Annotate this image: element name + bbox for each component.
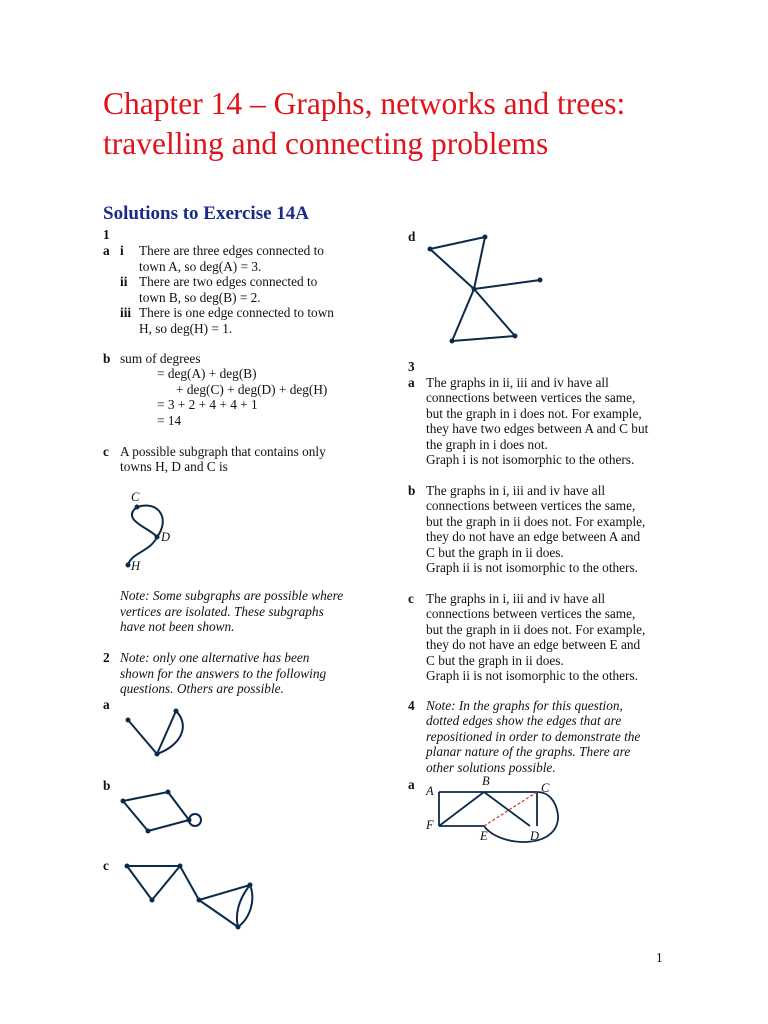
q1c-vertex-c-label: C: [131, 490, 140, 504]
q1-part-d-label: d: [408, 229, 416, 244]
q1c-line1: A possible subgraph that contains only: [120, 444, 326, 459]
q4-note-line: Note: In the graphs for this question,: [426, 698, 623, 713]
q1b-line4: = 3 + 2 + 4 + 4 + 1: [157, 397, 258, 412]
q1b-line3: + deg(C) + deg(D) + deg(H): [176, 382, 328, 397]
q4-note-line: planar nature of the graphs. There are: [426, 744, 631, 759]
q3c-line: connections between vertices the same,: [426, 606, 636, 621]
q1c-line2: towns H, D and C is: [120, 459, 228, 474]
exercise-subtitle: Solutions to Exercise 14A: [103, 203, 310, 224]
q1c-vertex-h-label: H: [131, 559, 141, 573]
q4a-vertex-e-label: E: [480, 829, 488, 843]
q2-note-line2: shown for the answers to the following: [120, 666, 327, 681]
q1a-i-label: i: [120, 243, 124, 258]
page-title: Chapter 14 – Graphs, networks and trees: travelling and connecting problems: [103, 86, 626, 161]
q3c-line: The graphs in i, iii and iv have all: [426, 591, 606, 606]
q3a-line: The graphs in ii, iii and iv have all: [426, 375, 609, 390]
q2-note-line1: Note: only one alternative has been: [120, 650, 310, 665]
question-1-number: 1: [103, 227, 110, 242]
q1a-ii-label: ii: [120, 274, 128, 289]
q4a-vertex-b-label: B: [482, 774, 490, 788]
q2-note-line3: questions. Others are possible.: [120, 681, 284, 696]
q1a-iii-line2: H, so deg(H) = 1.: [139, 321, 233, 336]
q4-part-a-label: a: [408, 777, 415, 792]
q2-part-a-label: a: [103, 697, 110, 712]
q1c-note-line1: Note: Some subgraphs are possible where: [120, 588, 344, 603]
q1a-i-line1: There are three edges connected to: [139, 243, 324, 258]
q4a-vertex-a-label: A: [426, 784, 434, 798]
q3a-line: but the graph in i does not. For example,: [426, 406, 642, 421]
q1c-note-line2: vertices are isolated. These subgraphs: [120, 604, 324, 619]
q4-note-line: other solutions possible.: [426, 760, 556, 775]
q4a-vertex-d-label: D: [530, 829, 540, 843]
q1b-line5: = 14: [157, 413, 182, 428]
q1b-line1: sum of degrees: [120, 351, 201, 366]
question-4-number: 4: [408, 698, 415, 713]
q3a-line: Graph i is not isomorphic to the others.: [426, 452, 635, 467]
q1-part-b-label: b: [103, 351, 111, 366]
q3-part-c-label: c: [408, 591, 414, 606]
q4a-vertex-f-label: F: [426, 818, 434, 832]
q3c-line: but the graph in ii does not. For example,: [426, 622, 646, 637]
q3a-line: the graph in i does not.: [426, 437, 548, 452]
q1-part-c-label: c: [103, 444, 109, 459]
q3-part-b-label: b: [408, 483, 416, 498]
q3b-line: connections between vertices the same,: [426, 498, 636, 513]
q3c-line: C but the graph in ii does.: [426, 653, 564, 668]
question-2-number: 2: [103, 650, 110, 665]
q3c-line: they do not have an edge between E and: [426, 637, 641, 652]
q3a-line: they have two edges between A and C but: [426, 421, 649, 436]
q3c-line: Graph ii is not isomorphic to the others.: [426, 668, 638, 683]
q2-part-c-label: c: [103, 858, 109, 873]
q2-part-b-label: b: [103, 778, 111, 793]
q4-note-line: dotted edges show the edges that are: [426, 713, 622, 728]
page-number: 1: [656, 950, 663, 965]
q3b-line: C but the graph in ii does.: [426, 545, 564, 560]
q3b-line: they do not have an edge between A and: [426, 529, 641, 544]
q1a-iii-line1: There is one edge connected to town: [139, 305, 334, 320]
q1a-ii-line1: There are two edges connected to: [139, 274, 318, 289]
q4-note-line: repositioned in order to demonstrate the: [426, 729, 641, 744]
q3b-line: The graphs in i, iii and iv have all: [426, 483, 606, 498]
q3b-line: but the graph in ii does not. For example,: [426, 514, 646, 529]
q1c-note-line3: have not been shown.: [120, 619, 235, 634]
q1a-iii-label: iii: [120, 305, 132, 320]
q4a-vertex-c-label: C: [541, 781, 550, 795]
q1a-i-line2: town A, so deg(A) = 3.: [139, 259, 262, 274]
q3a-line: connections between vertices the same,: [426, 390, 636, 405]
q1b-line2: = deg(A) + deg(B): [157, 366, 257, 381]
q3-part-a-label: a: [408, 375, 415, 390]
question-3-number: 3: [408, 359, 415, 374]
q1a-ii-line2: town B, so deg(B) = 2.: [139, 290, 261, 305]
q1c-vertex-d-label: D: [161, 530, 171, 544]
q3b-line: Graph ii is not isomorphic to the others.: [426, 560, 638, 575]
q1-part-a-label: a: [103, 243, 110, 258]
